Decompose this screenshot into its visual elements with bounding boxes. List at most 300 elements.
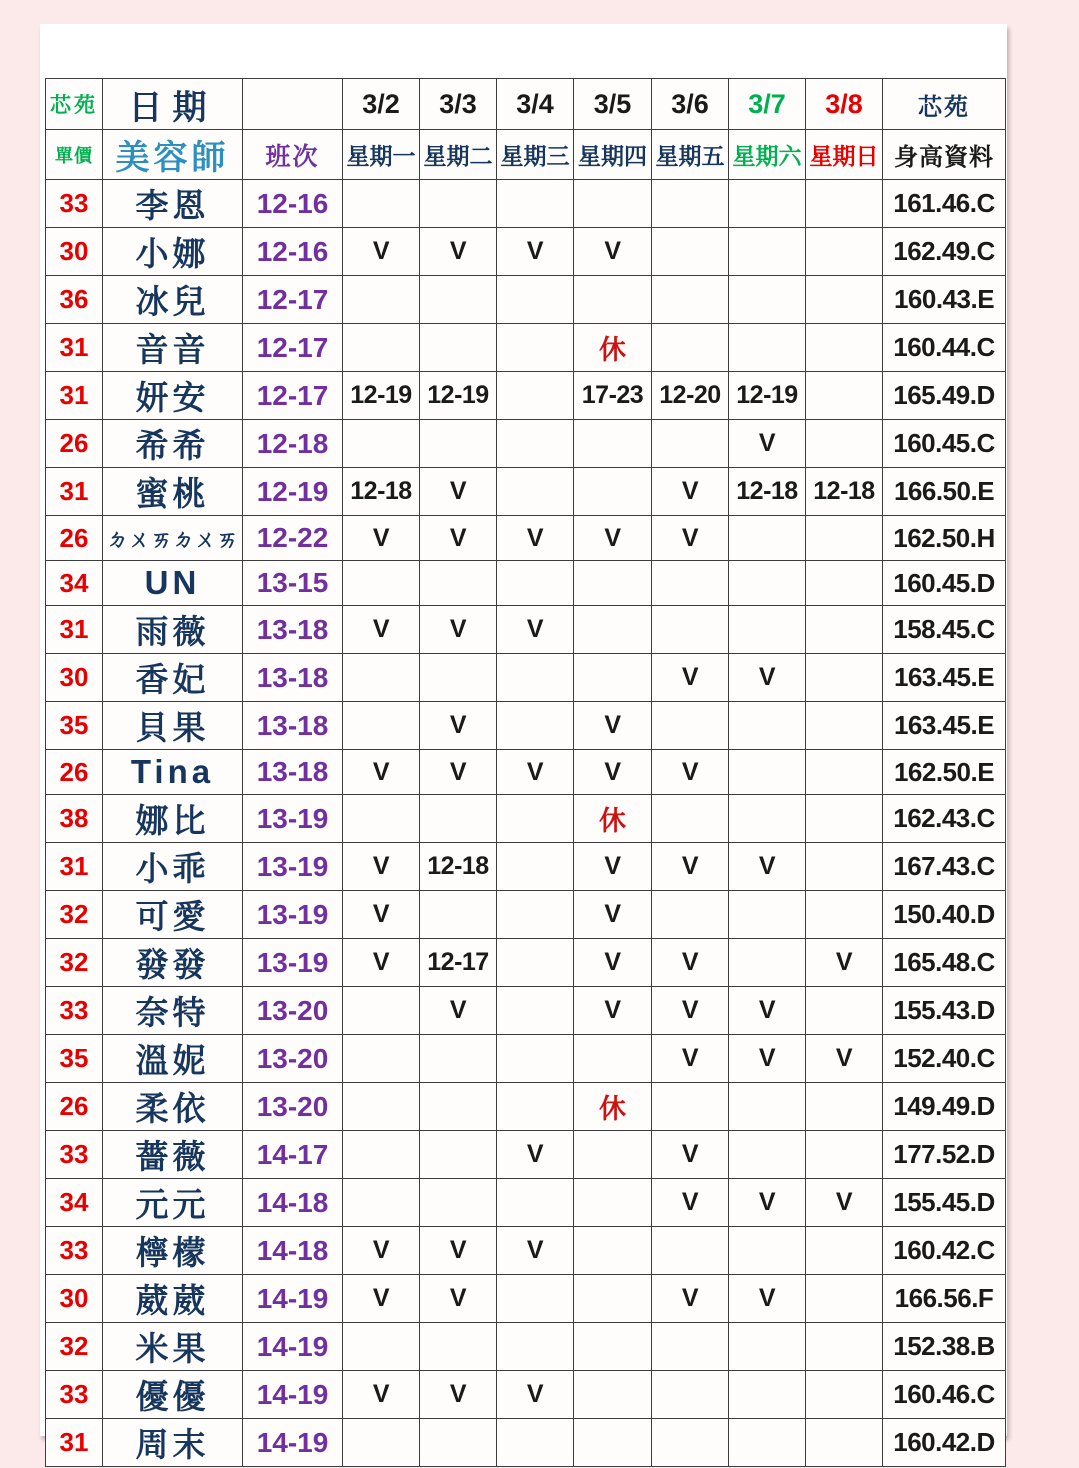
day-schedule-cell: V bbox=[652, 468, 729, 516]
day-schedule-cell bbox=[343, 324, 420, 372]
day-schedule-cell: V bbox=[420, 987, 497, 1035]
unit-price-cell: 38 bbox=[46, 795, 103, 843]
day-schedule-cell bbox=[806, 324, 883, 372]
table-row bbox=[46, 561, 1006, 606]
header-row-weekdays bbox=[46, 130, 1006, 180]
unit-price-cell: 36 bbox=[46, 276, 103, 324]
shift-cell: 13-18 bbox=[243, 702, 343, 750]
weekday-col-header: 星期一 bbox=[343, 130, 420, 180]
unit-price-cell: 26 bbox=[46, 516, 103, 561]
height-data-cell: 162.50.H bbox=[883, 516, 1006, 561]
day-schedule-cell bbox=[497, 939, 574, 987]
day-schedule-cell: V bbox=[652, 1035, 729, 1083]
day-schedule-cell bbox=[343, 702, 420, 750]
day-schedule-cell bbox=[806, 561, 883, 606]
unit-price-cell: 32 bbox=[46, 891, 103, 939]
beautician-name-cell: Tina bbox=[103, 750, 243, 795]
table-row bbox=[46, 1179, 1006, 1227]
day-schedule-cell: 休 bbox=[574, 795, 652, 843]
height-data-cell: 160.45.D bbox=[883, 561, 1006, 606]
day-schedule-cell bbox=[420, 1083, 497, 1131]
unit-price-cell: 26 bbox=[46, 420, 103, 468]
day-schedule-cell: V bbox=[343, 606, 420, 654]
table-row bbox=[46, 987, 1006, 1035]
day-schedule-cell: 12-19 bbox=[420, 372, 497, 420]
day-schedule-cell: V bbox=[497, 1227, 574, 1275]
day-schedule-cell: 休 bbox=[574, 324, 652, 372]
height-data-cell: 177.52.D bbox=[883, 1131, 1006, 1179]
day-schedule-cell bbox=[652, 420, 729, 468]
day-schedule-cell bbox=[729, 180, 806, 228]
shift-cell: 12-16 bbox=[243, 228, 343, 276]
height-data-cell: 162.43.C bbox=[883, 795, 1006, 843]
date-col-header: 3/3 bbox=[420, 79, 497, 130]
weekday-col-header: 星期三 bbox=[497, 130, 574, 180]
day-schedule-cell bbox=[574, 1371, 652, 1419]
day-schedule-cell: V bbox=[574, 516, 652, 561]
day-schedule-cell bbox=[420, 654, 497, 702]
unit-price-cell: 31 bbox=[46, 468, 103, 516]
day-schedule-cell: V bbox=[343, 228, 420, 276]
day-schedule-cell: V bbox=[420, 468, 497, 516]
day-schedule-cell bbox=[806, 372, 883, 420]
shift-cell: 12-17 bbox=[243, 324, 343, 372]
day-schedule-cell: V bbox=[574, 987, 652, 1035]
shift-cell: 13-18 bbox=[243, 606, 343, 654]
beautician-name-cell: 周末 bbox=[103, 1419, 243, 1467]
day-schedule-cell: V bbox=[806, 1179, 883, 1227]
table-row bbox=[46, 1323, 1006, 1371]
day-schedule-cell bbox=[652, 1083, 729, 1131]
day-schedule-cell bbox=[729, 516, 806, 561]
shift-cell: 12-16 bbox=[243, 180, 343, 228]
beautician-name-cell: 奈特 bbox=[103, 987, 243, 1035]
day-schedule-cell bbox=[729, 939, 806, 987]
day-schedule-cell bbox=[729, 606, 806, 654]
beautician-name-cell: 娜比 bbox=[103, 795, 243, 843]
day-schedule-cell bbox=[574, 1323, 652, 1371]
day-schedule-cell: V bbox=[343, 1371, 420, 1419]
day-schedule-cell: V bbox=[497, 228, 574, 276]
day-schedule-cell bbox=[652, 228, 729, 276]
beautician-header-label: 美容師 bbox=[103, 130, 243, 180]
day-schedule-cell: V bbox=[652, 516, 729, 561]
day-schedule-cell bbox=[806, 795, 883, 843]
day-schedule-cell: 12-20 bbox=[652, 372, 729, 420]
day-schedule-cell bbox=[729, 795, 806, 843]
day-schedule-cell bbox=[574, 1419, 652, 1467]
table-row bbox=[46, 1275, 1006, 1323]
unit-price-cell: 26 bbox=[46, 1083, 103, 1131]
day-schedule-cell: V bbox=[420, 606, 497, 654]
day-schedule-cell bbox=[420, 1131, 497, 1179]
day-schedule-cell bbox=[497, 276, 574, 324]
day-schedule-cell bbox=[806, 1227, 883, 1275]
unit-price-cell: 33 bbox=[46, 180, 103, 228]
day-schedule-cell bbox=[574, 654, 652, 702]
beautician-name-cell: 薔薇 bbox=[103, 1131, 243, 1179]
beautician-name-cell: 柔依 bbox=[103, 1083, 243, 1131]
beautician-name-cell: 冰兒 bbox=[103, 276, 243, 324]
table-row bbox=[46, 468, 1006, 516]
shift-cell: 13-18 bbox=[243, 654, 343, 702]
height-data-cell: 166.56.F bbox=[883, 1275, 1006, 1323]
table-row bbox=[46, 180, 1006, 228]
day-schedule-cell bbox=[729, 702, 806, 750]
day-schedule-cell bbox=[652, 1419, 729, 1467]
unit-price-cell: 32 bbox=[46, 1323, 103, 1371]
table-row bbox=[46, 516, 1006, 561]
day-schedule-cell: V bbox=[729, 843, 806, 891]
shift-cell: 14-17 bbox=[243, 1131, 343, 1179]
day-schedule-cell: V bbox=[729, 1275, 806, 1323]
day-schedule-cell: V bbox=[652, 654, 729, 702]
day-schedule-cell bbox=[420, 891, 497, 939]
day-schedule-cell bbox=[343, 1323, 420, 1371]
date-col-header: 3/4 bbox=[497, 79, 574, 130]
day-schedule-cell bbox=[806, 516, 883, 561]
height-data-cell: 161.46.C bbox=[883, 180, 1006, 228]
schedule-table bbox=[45, 78, 1006, 1467]
unit-price-cell: 33 bbox=[46, 1371, 103, 1419]
day-schedule-cell bbox=[497, 420, 574, 468]
day-schedule-cell bbox=[806, 228, 883, 276]
day-schedule-cell: 12-18 bbox=[806, 468, 883, 516]
table-row bbox=[46, 228, 1006, 276]
day-schedule-cell bbox=[574, 1227, 652, 1275]
unit-price-cell: 31 bbox=[46, 1419, 103, 1467]
day-schedule-cell: V bbox=[343, 891, 420, 939]
day-schedule-cell bbox=[729, 228, 806, 276]
shift-cell: 13-20 bbox=[243, 1083, 343, 1131]
day-schedule-cell bbox=[497, 324, 574, 372]
beautician-name-cell: 優優 bbox=[103, 1371, 243, 1419]
unit-price-cell: 33 bbox=[46, 1131, 103, 1179]
day-schedule-cell bbox=[652, 180, 729, 228]
day-schedule-cell bbox=[652, 324, 729, 372]
weekday-col-header: 星期二 bbox=[420, 130, 497, 180]
height-data-cell: 160.42.D bbox=[883, 1419, 1006, 1467]
day-schedule-cell bbox=[729, 1131, 806, 1179]
unit-price-cell: 31 bbox=[46, 372, 103, 420]
day-schedule-cell bbox=[652, 606, 729, 654]
table-row bbox=[46, 654, 1006, 702]
beautician-name-cell: ㄉㄨㄞㄉㄨㄞ bbox=[103, 516, 243, 561]
table-row bbox=[46, 276, 1006, 324]
day-schedule-cell bbox=[497, 795, 574, 843]
table-row bbox=[46, 1131, 1006, 1179]
day-schedule-cell bbox=[806, 1323, 883, 1371]
day-schedule-cell: V bbox=[652, 750, 729, 795]
day-schedule-cell bbox=[652, 1227, 729, 1275]
unit-price-cell: 31 bbox=[46, 324, 103, 372]
day-schedule-cell: V bbox=[574, 939, 652, 987]
day-schedule-cell bbox=[806, 702, 883, 750]
day-schedule-cell bbox=[420, 276, 497, 324]
unit-price-cell: 30 bbox=[46, 228, 103, 276]
corner-top-right-label: 芯苑 bbox=[883, 79, 1006, 130]
day-schedule-cell bbox=[343, 1083, 420, 1131]
height-data-cell: 160.43.E bbox=[883, 276, 1006, 324]
day-schedule-cell bbox=[420, 561, 497, 606]
beautician-name-cell: 雨薇 bbox=[103, 606, 243, 654]
day-schedule-cell bbox=[652, 795, 729, 843]
day-schedule-cell bbox=[806, 1131, 883, 1179]
day-schedule-cell bbox=[343, 1419, 420, 1467]
shift-cell: 12-17 bbox=[243, 276, 343, 324]
schedule-sheet bbox=[40, 24, 1007, 1463]
unit-price-cell: 33 bbox=[46, 987, 103, 1035]
day-schedule-cell bbox=[343, 1179, 420, 1227]
day-schedule-cell bbox=[497, 891, 574, 939]
unit-price-cell: 31 bbox=[46, 606, 103, 654]
day-schedule-cell bbox=[574, 606, 652, 654]
day-schedule-cell bbox=[729, 324, 806, 372]
shift-cell: 14-19 bbox=[243, 1323, 343, 1371]
shift-cell: 14-19 bbox=[243, 1275, 343, 1323]
date-col-header: 3/7 bbox=[729, 79, 806, 130]
table-row bbox=[46, 939, 1006, 987]
day-schedule-cell bbox=[497, 468, 574, 516]
beautician-name-cell: 貝果 bbox=[103, 702, 243, 750]
table-row bbox=[46, 372, 1006, 420]
height-data-cell: 152.38.B bbox=[883, 1323, 1006, 1371]
day-schedule-cell bbox=[806, 420, 883, 468]
day-schedule-cell bbox=[574, 1179, 652, 1227]
day-schedule-cell bbox=[497, 843, 574, 891]
beautician-name-cell: 檸檬 bbox=[103, 1227, 243, 1275]
day-schedule-cell: V bbox=[729, 987, 806, 1035]
day-schedule-cell: V bbox=[497, 1131, 574, 1179]
day-schedule-cell bbox=[806, 891, 883, 939]
height-data-cell: 163.45.E bbox=[883, 702, 1006, 750]
day-schedule-cell bbox=[729, 750, 806, 795]
shift-cell: 13-20 bbox=[243, 1035, 343, 1083]
day-schedule-cell: V bbox=[806, 1035, 883, 1083]
day-schedule-cell bbox=[652, 702, 729, 750]
day-schedule-cell bbox=[806, 750, 883, 795]
day-schedule-cell bbox=[574, 468, 652, 516]
shift-cell: 13-19 bbox=[243, 891, 343, 939]
height-data-cell: 160.46.C bbox=[883, 1371, 1006, 1419]
day-schedule-cell bbox=[574, 1275, 652, 1323]
table-row bbox=[46, 750, 1006, 795]
day-schedule-cell bbox=[806, 654, 883, 702]
day-schedule-cell bbox=[420, 1419, 497, 1467]
day-schedule-cell: V bbox=[343, 1275, 420, 1323]
beautician-name-cell: 可愛 bbox=[103, 891, 243, 939]
date-col-header: 3/5 bbox=[574, 79, 652, 130]
unit-price-cell: 30 bbox=[46, 1275, 103, 1323]
shift-cell: 12-18 bbox=[243, 420, 343, 468]
unit-price-header-label: 單價 bbox=[46, 130, 103, 180]
beautician-name-cell: 音音 bbox=[103, 324, 243, 372]
day-schedule-cell: V bbox=[497, 750, 574, 795]
day-schedule-cell bbox=[343, 1035, 420, 1083]
day-schedule-cell bbox=[729, 891, 806, 939]
shift-cell: 14-19 bbox=[243, 1419, 343, 1467]
day-schedule-cell: V bbox=[729, 654, 806, 702]
day-schedule-cell bbox=[729, 1323, 806, 1371]
beautician-name-cell: 李恩 bbox=[103, 180, 243, 228]
day-schedule-cell: 12-17 bbox=[420, 939, 497, 987]
day-schedule-cell: 12-18 bbox=[343, 468, 420, 516]
table-row bbox=[46, 324, 1006, 372]
beautician-name-cell: 希希 bbox=[103, 420, 243, 468]
height-data-cell: 160.44.C bbox=[883, 324, 1006, 372]
table-row bbox=[46, 891, 1006, 939]
day-schedule-cell: V bbox=[574, 843, 652, 891]
shift-cell: 13-19 bbox=[243, 939, 343, 987]
height-data-cell: 160.42.C bbox=[883, 1227, 1006, 1275]
day-schedule-cell: V bbox=[343, 939, 420, 987]
day-schedule-cell bbox=[420, 324, 497, 372]
unit-price-cell: 33 bbox=[46, 1227, 103, 1275]
height-data-cell: 155.45.D bbox=[883, 1179, 1006, 1227]
shift-cell: 13-18 bbox=[243, 750, 343, 795]
day-schedule-cell bbox=[420, 1035, 497, 1083]
beautician-name-cell: 發發 bbox=[103, 939, 243, 987]
day-schedule-cell: V bbox=[652, 1275, 729, 1323]
day-schedule-cell bbox=[343, 987, 420, 1035]
day-schedule-cell bbox=[652, 891, 729, 939]
day-schedule-cell bbox=[497, 1179, 574, 1227]
day-schedule-cell bbox=[652, 1371, 729, 1419]
day-schedule-cell bbox=[420, 1179, 497, 1227]
shift-cell: 13-19 bbox=[243, 795, 343, 843]
height-data-cell: 152.40.C bbox=[883, 1035, 1006, 1083]
schedule-body bbox=[46, 180, 1006, 1467]
shift-cell: 14-19 bbox=[243, 1371, 343, 1419]
day-schedule-cell bbox=[574, 180, 652, 228]
shift-cell: 13-15 bbox=[243, 561, 343, 606]
day-schedule-cell bbox=[343, 276, 420, 324]
table-row bbox=[46, 420, 1006, 468]
height-data-cell: 165.48.C bbox=[883, 939, 1006, 987]
day-schedule-cell bbox=[420, 180, 497, 228]
day-schedule-cell: V bbox=[729, 1035, 806, 1083]
height-data-header-label: 身高資料 bbox=[883, 130, 1006, 180]
day-schedule-cell: V bbox=[806, 939, 883, 987]
height-data-cell: 158.45.C bbox=[883, 606, 1006, 654]
day-schedule-cell bbox=[652, 276, 729, 324]
day-schedule-cell bbox=[806, 180, 883, 228]
height-data-cell: 163.45.E bbox=[883, 654, 1006, 702]
day-schedule-cell bbox=[806, 1371, 883, 1419]
unit-price-cell: 30 bbox=[46, 654, 103, 702]
beautician-name-cell: 小娜 bbox=[103, 228, 243, 276]
day-schedule-cell: V bbox=[652, 987, 729, 1035]
day-schedule-cell: V bbox=[497, 606, 574, 654]
day-schedule-cell bbox=[574, 420, 652, 468]
table-row bbox=[46, 1227, 1006, 1275]
beautician-name-cell: 溫妮 bbox=[103, 1035, 243, 1083]
table-row bbox=[46, 1083, 1006, 1131]
day-schedule-cell bbox=[574, 1035, 652, 1083]
unit-price-cell: 34 bbox=[46, 1179, 103, 1227]
shift-cell: 14-18 bbox=[243, 1227, 343, 1275]
day-schedule-cell bbox=[497, 561, 574, 606]
table-row bbox=[46, 1419, 1006, 1467]
height-data-cell: 166.50.E bbox=[883, 468, 1006, 516]
date-col-header: 3/2 bbox=[343, 79, 420, 130]
unit-price-cell: 31 bbox=[46, 843, 103, 891]
day-schedule-cell bbox=[497, 1323, 574, 1371]
day-schedule-cell: V bbox=[729, 1179, 806, 1227]
day-schedule-cell: 12-18 bbox=[729, 468, 806, 516]
day-schedule-cell bbox=[497, 654, 574, 702]
table-row bbox=[46, 702, 1006, 750]
day-schedule-cell bbox=[343, 420, 420, 468]
date-col-header: 3/8 bbox=[806, 79, 883, 130]
day-schedule-cell: V bbox=[343, 750, 420, 795]
day-schedule-cell bbox=[420, 795, 497, 843]
corner-top-left-label: 芯苑 bbox=[46, 79, 103, 130]
day-schedule-cell bbox=[806, 1083, 883, 1131]
day-schedule-cell: V bbox=[652, 1179, 729, 1227]
day-schedule-cell bbox=[420, 1323, 497, 1371]
day-schedule-cell bbox=[497, 702, 574, 750]
day-schedule-cell bbox=[343, 1131, 420, 1179]
day-schedule-cell bbox=[497, 1035, 574, 1083]
shift-header-label: 班次 bbox=[243, 130, 343, 180]
day-schedule-cell: V bbox=[420, 1371, 497, 1419]
beautician-name-cell: 米果 bbox=[103, 1323, 243, 1371]
date-header-label: 日期 bbox=[103, 79, 243, 130]
day-schedule-cell bbox=[729, 1227, 806, 1275]
weekday-col-header: 星期日 bbox=[806, 130, 883, 180]
day-schedule-cell bbox=[729, 561, 806, 606]
day-schedule-cell bbox=[729, 276, 806, 324]
day-schedule-cell: V bbox=[420, 750, 497, 795]
day-schedule-cell: V bbox=[343, 1227, 420, 1275]
day-schedule-cell: 休 bbox=[574, 1083, 652, 1131]
weekday-col-header: 星期四 bbox=[574, 130, 652, 180]
day-schedule-cell: V bbox=[497, 516, 574, 561]
day-schedule-cell: V bbox=[343, 516, 420, 561]
day-schedule-cell: V bbox=[420, 516, 497, 561]
day-schedule-cell bbox=[343, 180, 420, 228]
day-schedule-cell: V bbox=[652, 1131, 729, 1179]
unit-price-cell: 35 bbox=[46, 1035, 103, 1083]
day-schedule-cell bbox=[343, 654, 420, 702]
day-schedule-cell bbox=[574, 1131, 652, 1179]
shift-cell: 13-20 bbox=[243, 987, 343, 1035]
day-schedule-cell bbox=[652, 1323, 729, 1371]
day-schedule-cell: V bbox=[729, 420, 806, 468]
day-schedule-cell bbox=[497, 180, 574, 228]
shift-cell: 13-19 bbox=[243, 843, 343, 891]
day-schedule-cell bbox=[497, 1275, 574, 1323]
weekday-col-header: 星期六 bbox=[729, 130, 806, 180]
day-schedule-cell bbox=[497, 987, 574, 1035]
day-schedule-cell: V bbox=[420, 1227, 497, 1275]
unit-price-cell: 32 bbox=[46, 939, 103, 987]
day-schedule-cell bbox=[806, 843, 883, 891]
day-schedule-cell: 12-18 bbox=[420, 843, 497, 891]
weekday-col-header: 星期五 bbox=[652, 130, 729, 180]
date-col-header: 3/6 bbox=[652, 79, 729, 130]
beautician-name-cell: 蜜桃 bbox=[103, 468, 243, 516]
day-schedule-cell bbox=[420, 420, 497, 468]
day-schedule-cell bbox=[652, 561, 729, 606]
day-schedule-cell: V bbox=[420, 1275, 497, 1323]
height-data-cell: 165.49.D bbox=[883, 372, 1006, 420]
day-schedule-cell bbox=[806, 987, 883, 1035]
unit-price-cell: 35 bbox=[46, 702, 103, 750]
height-data-cell: 149.49.D bbox=[883, 1083, 1006, 1131]
day-schedule-cell: V bbox=[420, 702, 497, 750]
